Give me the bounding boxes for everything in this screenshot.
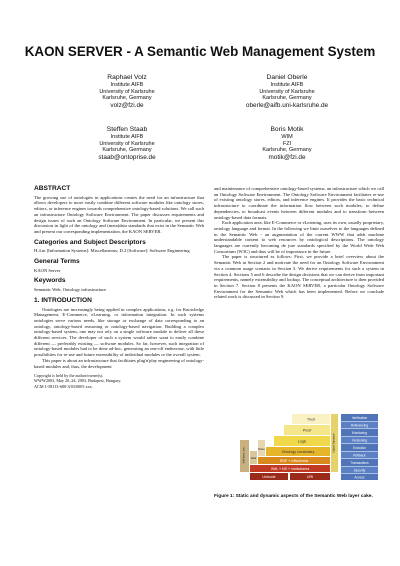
author-affil-1: Institute AIFB <box>110 82 144 88</box>
author-affil-2: University of Karlsruhe <box>99 88 155 95</box>
categories-heading: Categories and Subject Descriptors <box>34 238 146 246</box>
intro-paragraph-2: This paper is about an infrastructure that facilitates plug'n'play engineering of ontology-based modules and, thus, the development <box>34 357 204 369</box>
text-referencing: Referencing <box>350 423 369 428</box>
text-monitoring: Monitoring <box>352 431 367 435</box>
text-ontology: Ontology vocabulary <box>281 450 315 454</box>
text-rules: Rules <box>258 448 265 451</box>
author-email: oberle@aifb.uni-karlsruhe.de <box>245 101 329 109</box>
text-trust: Trust <box>306 417 316 422</box>
text-security: Security <box>353 468 366 473</box>
author-4 <box>212 126 362 162</box>
author-affil-3: Karlsruhe, Germany <box>262 147 312 154</box>
text-rollback: Rollback <box>353 453 366 458</box>
copyright-line-2: WWW2003, May 20–24, 2003, Budapest, Hungary. <box>34 378 122 384</box>
author-1 <box>52 74 202 110</box>
text-rdf: RDF + rdfschema <box>279 459 309 464</box>
body-paragraph-1: and maintenance of comprehensive ontology-based systems, an infrastructure which we call an Ontology Software Environment. The Ontology Software Environment facilitates re-use of existing ontology stores, editors, and inference engines. It provides the basic technical infrastructure to coordinate the information flow between such modules, to define dependencies, to broadcast events between different modules and to transform between ontology-based data formats. <box>214 186 384 220</box>
author-name: Boris Motik <box>270 126 304 133</box>
paper-title: KAON SERVER - A Semantic Web Management System <box>24 44 376 59</box>
text-data-1: Data <box>250 457 257 460</box>
text-logic: Logic <box>297 439 307 444</box>
keywords-text: Semantic Web, Ontology infrastructure <box>34 287 107 293</box>
left-column <box>34 186 204 389</box>
text-transactions: Transactions <box>350 461 369 465</box>
author-affil-3: Karlsruhe, Germany <box>262 95 312 102</box>
copyright-block <box>34 373 204 389</box>
text-digital-signature: Digital Signature <box>332 433 336 453</box>
text-xml: XML + NS + xmlschema <box>270 467 310 472</box>
right-column <box>214 186 384 300</box>
text-versioning: Versioning <box>352 438 367 443</box>
intro-paragraph-1: Ontologies are increasingly being applied in complex applications, e.g. for Knowledge Management, E-Commerce, eLearning, or information integration. In such systems ontologies serve various needs, like storage or exchange of data corresponding to an ontology, ontology-based reasoning or ontology-based navigation. Building a complex ontology-based system, one may not rely on a single software module to deliver all these different services. The developer of such a system would rather want to easily combine different — preferably existing — software modules. So far, however, such integration of ontology-based modules had to be done ad-hoc, generating an one-off endeavour, with little possibilities for re-use and future extensibility of individual modules or the overall system. <box>34 306 204 358</box>
categories-text: H.4.m [Information Systems]: Miscellaneous; D.2 [Software]: Software Engineering <box>34 248 190 254</box>
text-access: Access <box>354 475 365 480</box>
body-paragraph-2: Each application area, like E-Commerce or eLearning, uses its own, usually proprietary, ontology language and format. In the following we limit ourselves to the languages defined in the Semantic Web - an augmentation of the current WWW that adds machine understandable content to web resources by ontological descriptions. The ontology languages are currently becoming de jure standards specified by the World Wide Web Consortium (W3C) and thus will be of importance in the future. <box>214 220 384 254</box>
text-uri: URI <box>306 475 314 480</box>
intro-heading: 1. INTRODUCTION <box>34 296 92 304</box>
general-terms-heading: General Terms <box>34 258 80 266</box>
abstract-heading: ABSTRACT <box>34 185 71 192</box>
author-affil-2: University of Karlsruhe <box>259 88 315 95</box>
author-affil-3: Karlsruhe, Germany <box>102 95 152 102</box>
author-2 <box>212 74 362 110</box>
text-proof: Proof <box>302 428 312 433</box>
author-affil-2: FZI <box>282 140 292 147</box>
author-name: Raphael Volz <box>107 74 147 81</box>
author-affil-1: Institute AIFB <box>110 134 144 140</box>
text-evolution: Evolution <box>352 446 367 450</box>
author-affil-2: University of Karlsruhe <box>99 140 155 147</box>
copyright-line-1: Copyright is held by the author/owner(s). <box>34 373 104 379</box>
abstract-text: The growing use of ontologies in applications creates the need for an infrastructure that allows developers to more easily combine different software modules like ontology stores, editors, or inference engines towards comprehensive ontology-based solutions. We call such an infrastructure Ontology Software Environment. The paper discusses requirements and design issues of such an Ontology Software Environment. In particular, we present this discussion in light of the ontology and (meta)data standards that exist in the Semantic Web and present our corresponding implementation, the KAON SERVER. <box>34 194 204 234</box>
text-unicode: Unicode <box>262 475 276 480</box>
body-paragraph-3: The paper is structured as follows: First, we provide a brief overview about the Semantic Web in Section 2 and motivate the need for an Ontology Software Environment via a common usage scenario in Section 3. We derive requirements for such a system in Section 4. Sections 5 and 6 describe the design decisions that we can derive from important requirements, namely extensibility and lookup. The conceptual architecture is then provided in Section 7. Section 8 presents the KAON SERVER, a particular Ontology Software Environment for the Semantic Web which has been implemented. Before we conclude related work is discussed in Section 9. <box>214 254 384 300</box>
author-affil-3: Karlsruhe, Germany <box>102 147 152 154</box>
author-email: staab@ontoprise.de <box>98 153 156 161</box>
figure-caption: Figure 1: Static and dynamic aspects of the Semantic Web layer cake. <box>214 494 373 499</box>
layer-cake-diagram <box>232 395 380 481</box>
author-affil-1: Institute AIFB <box>270 82 304 88</box>
author-email: volz@fzi.de <box>110 101 144 109</box>
figure-1 <box>232 395 380 489</box>
author-3 <box>52 126 202 162</box>
author-email: motik@fzi.de <box>268 153 306 161</box>
author-name: Daniel Oberle <box>266 74 308 81</box>
general-terms-text: KAON Server <box>34 267 61 273</box>
text-verification: Verification <box>351 416 368 420</box>
copyright-line-3: ACM 1-58113-680-3/03/0005 xxx. <box>34 383 93 389</box>
author-affil-1: WIM <box>281 134 293 140</box>
keywords-heading: Keywords <box>34 277 66 285</box>
text-self-desc: Self-desc. doc. <box>242 446 246 464</box>
author-name: Steffen Staab <box>106 126 148 133</box>
